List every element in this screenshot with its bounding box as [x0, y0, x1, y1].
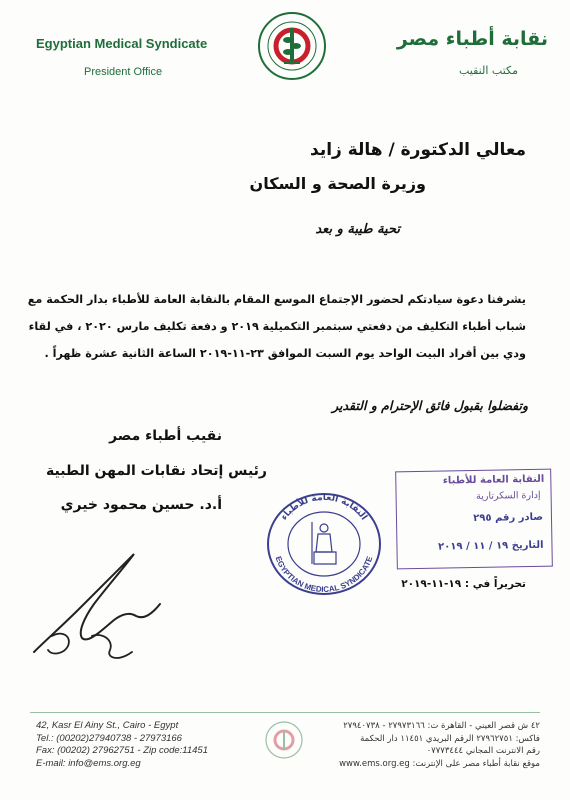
registry-stamp-line-3: صادر رقم ٢٩٥ [473, 511, 544, 525]
greeting: تحية طيبة و بعد [315, 222, 400, 237]
body-line-1: يشرفنا دعوة سيادتكم لحضور الإجتماع الموسع المقام بالنقابة العامة للأطباء بدار الحكمة مع [27, 293, 526, 306]
office-name-en: President Office [84, 66, 163, 78]
registry-stamp-line-2: إدارة السكرتارية [476, 489, 541, 502]
body-line-2: شباب أطباء التكليف من دفعتي سبتمبر التكميلية ٢٠١٩ و دفعة تكليف مارس ٢٠٢٠ ، في لقاء [28, 320, 526, 333]
footer-ar-line: ٤٢ ش قصر العيني - القاهرة ت: ٢٧٩٧٣١٦٦ - ٢٧٩٤٠٧٣٨ [343, 721, 540, 731]
signer-name: أ.د. حسين محمود خيري [60, 497, 222, 513]
date-written: تحريراً في : ١٩-١١-٢٠١٩ [401, 578, 526, 590]
round-stamp-text-en: EGYPTIAN MEDICAL SYNDICATE [273, 555, 375, 595]
body-line-3: ودي بين أفراد البيت الواحد يوم السبت الموافق ٢٣-١١-٢٠١٩ الساعة الثانية عشرة ظهراً . [44, 347, 526, 360]
round-stamp [264, 492, 384, 596]
salutation-line-2: وزيرة الصحة و السكان [249, 174, 426, 193]
round-stamp-text-ar: النقابة العامة للأطباء [279, 492, 369, 523]
handwritten-signature [22, 540, 172, 670]
syndicate-logo [256, 10, 328, 82]
office-name-ar: مكتب النقيب [459, 64, 518, 77]
footer-contact-en [36, 720, 208, 770]
footer-logo [264, 720, 304, 760]
registry-stamp-line-1: النقابة العامة للأطباء [442, 473, 545, 487]
registry-stamp [395, 469, 553, 570]
footer-contact-ar [339, 720, 540, 770]
salutation-line-1: معالي الدكتورة / هالة زايد [310, 140, 526, 160]
footer-divider [30, 712, 540, 713]
footer-ar-line: فاكس: ٢٧٩٦٢٧٥١ الرقم البريدي ١١٤٥١ دار الحكمة [360, 733, 540, 744]
footer-en-line: 42, Kasr El Ainy St., Cairo - Egypt [36, 720, 179, 731]
footer-ar-line: رقم الانترنت المجاني ٠٧٧٧٣٤٤٤ [426, 746, 540, 756]
svg-text:EGYPTIAN MEDICAL SYNDICATE [274, 555, 375, 595]
footer-en-line: Tel.: (00202)27940738 - 27973166 [36, 732, 182, 744]
closing: وتفضلوا بقبول فائق الإحترام و التقدير [332, 398, 528, 413]
org-name-ar: نقابة أطباء مصر [396, 28, 548, 50]
registry-stamp-line-4: التاريخ ١٩ / ١١ / ٢٠١٩ [438, 539, 544, 553]
signer-title-2: رئيس إتحاد نقابات المهن الطبية [46, 463, 267, 479]
svg-text:النقابة العامة للأطباء [279, 493, 368, 522]
footer-en-line: Fax: (00202) 27962751 - Zip code:11451 [36, 745, 208, 756]
footer-en-line: E-mail: info@ems.org.eg [36, 757, 141, 769]
org-name-en: Egyptian Medical Syndicate [36, 36, 208, 51]
footer-ar-line: موقع نقابة أطباء مصر على الإنترنت: www.ems.org.eg [339, 758, 540, 769]
signer-title-1: نقيب أطباء مصر [109, 428, 222, 444]
